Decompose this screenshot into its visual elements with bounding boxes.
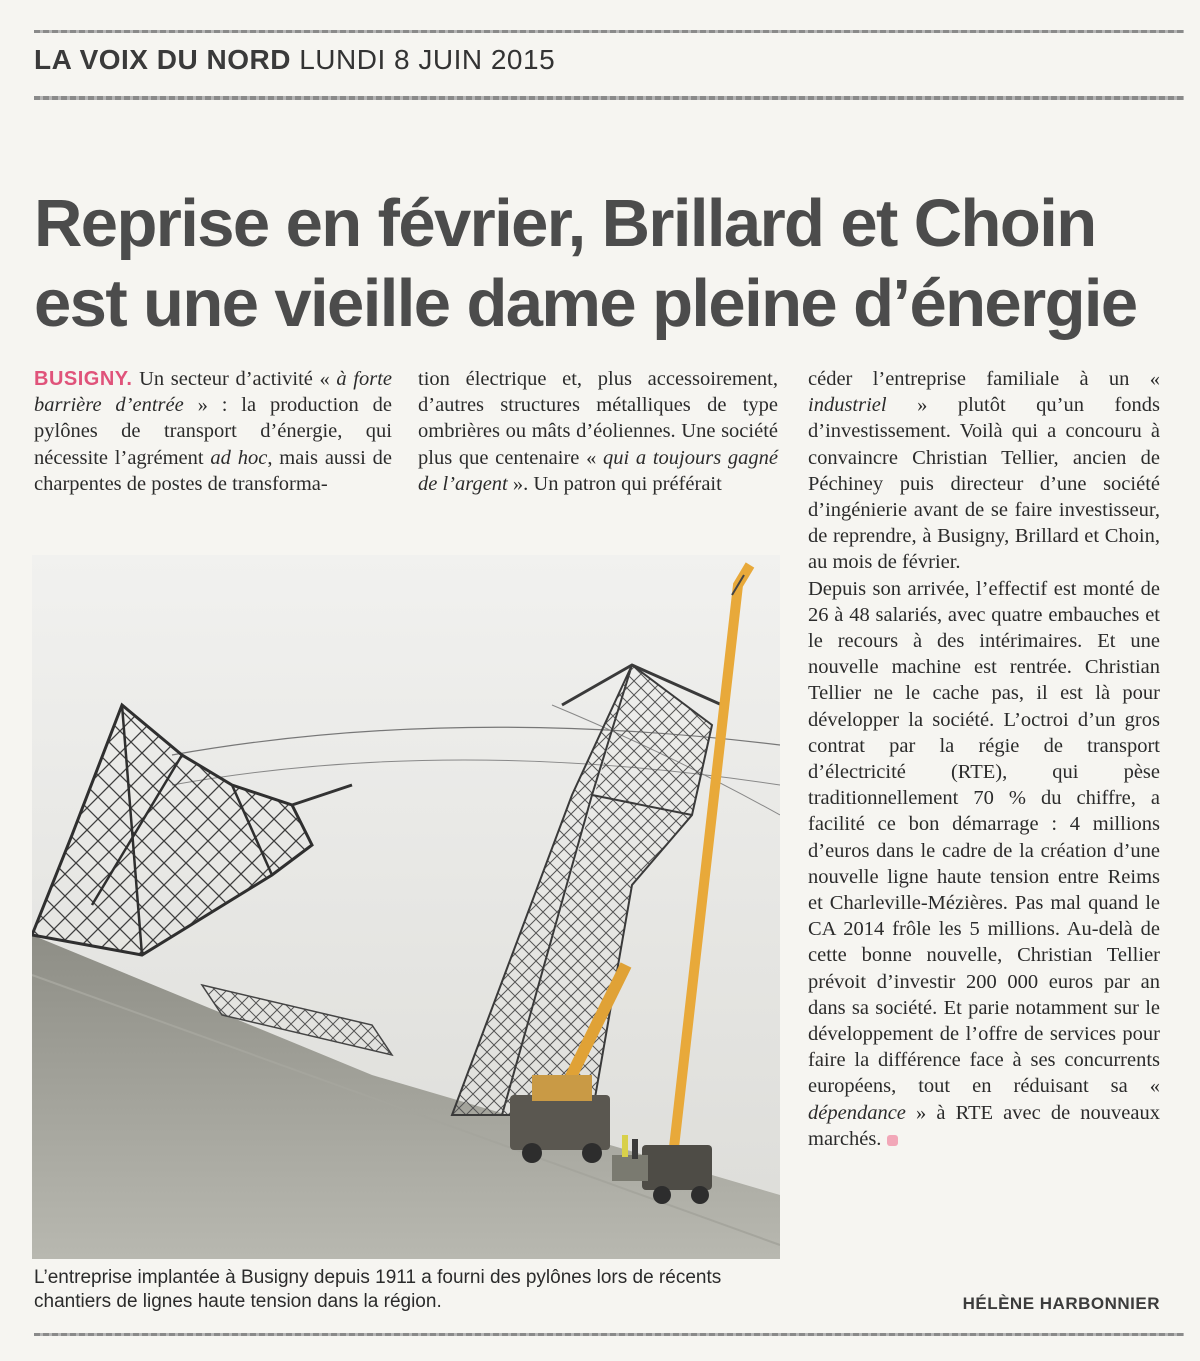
location-kicker: BUSIGNY. bbox=[34, 368, 133, 390]
end-of-article-icon bbox=[887, 1135, 898, 1146]
text-run: Un secteur d’activité bbox=[132, 368, 313, 390]
top-rule bbox=[34, 30, 1184, 33]
article-photo bbox=[32, 555, 780, 1259]
text-run: , mais aussi de charpentes de postes de transforma- bbox=[34, 446, 392, 495]
text-run: » : la production de pylônes de transport d’énergie, qui nécessite l’agrément bbox=[34, 394, 392, 469]
header-rule bbox=[34, 96, 1184, 100]
text-run: Depuis son arrivée, l’effectif est monté de 26 à 48 salariés, avec quatre embauches et le recours à des intérimaires. Et une nouvelle machine est rentrée. Christian Tellier ne le cache pas, il est là pour développer la société. L’octroi d’un gros contrat par la régie de transport d’électricité (RTE), qui pèse traditionnellement 70 % du chiffre, a facilité ce bon démarrage : 4 millions d’euros dans le cadre de la création d’une nouvelle ligne haute tension entre Reims et Charleville-Mézières. Pas mal quand le CA 2014 frôle les 5 millions. Au-delà de cette bonne nouvelle, Christian Tellier prévoit d’investir 200 000 euros par an dans sa société. Et parie notamment sur le développement de l’offre de services pour faire la différence face à ses concurrents européens, tout en réduisant sa « bbox=[808, 577, 1160, 1098]
article-column-1 bbox=[34, 366, 392, 497]
photo-caption: L’entreprise implantée à Busigny depuis 1911 a fourni des pylônes lors de récents chantiers de lignes haute tension dans la région. bbox=[34, 1267, 722, 1312]
quote-italic: industriel bbox=[808, 394, 887, 417]
text-run: « bbox=[319, 368, 337, 390]
text-run: ». Un patron qui préférait bbox=[507, 472, 722, 495]
article-column-2 bbox=[418, 366, 778, 497]
quote-italic: à forte barrière d’entrée bbox=[34, 368, 393, 417]
article-paragraph bbox=[808, 366, 1160, 576]
headline bbox=[34, 184, 1174, 344]
byline: HÉLÈNE HARBONNIER bbox=[962, 1294, 1160, 1313]
article-paragraph bbox=[34, 366, 392, 497]
masthead bbox=[34, 44, 555, 76]
text-run: » à RTE avec de nouveaux marchés. bbox=[808, 1101, 1160, 1150]
text-run: » plutôt qu’un fonds d’investissement. Voilà qui a concouru à convaincre Christian Tellier, ancien de Péchiney puis directeur d’une société d’ingénierie avant de se faire investisseur, de reprendre, à Busigny, Brillard et Choin, au mois de février. bbox=[808, 394, 1160, 574]
latin-italic: ad hoc bbox=[210, 446, 268, 469]
article-paragraph bbox=[418, 366, 778, 497]
quote-italic: qui a toujours gagné de l’argent bbox=[418, 446, 778, 495]
quote-italic: dépendance bbox=[808, 1101, 906, 1124]
headline-line-2: est une vieille dame pleine d’énergie bbox=[34, 266, 1137, 341]
newspaper-name: LA VOIX DU NORD bbox=[34, 44, 291, 75]
article-column-3 bbox=[808, 366, 1160, 1152]
issue-date: LUNDI 8 JUIN 2015 bbox=[299, 44, 556, 75]
article-paragraph bbox=[808, 576, 1160, 1152]
text-run: tion électrique et, plus accessoirement, d’autres structures métalliques de type ombrières ou mâts d’éoliennes. Une société plus que centenaire « bbox=[418, 368, 778, 469]
bottom-rule bbox=[34, 1333, 1184, 1336]
text-run: céder l’entreprise familiale à un « bbox=[808, 368, 1160, 390]
headline-line-1: Reprise en février, Brillard et Choin bbox=[34, 186, 1096, 261]
